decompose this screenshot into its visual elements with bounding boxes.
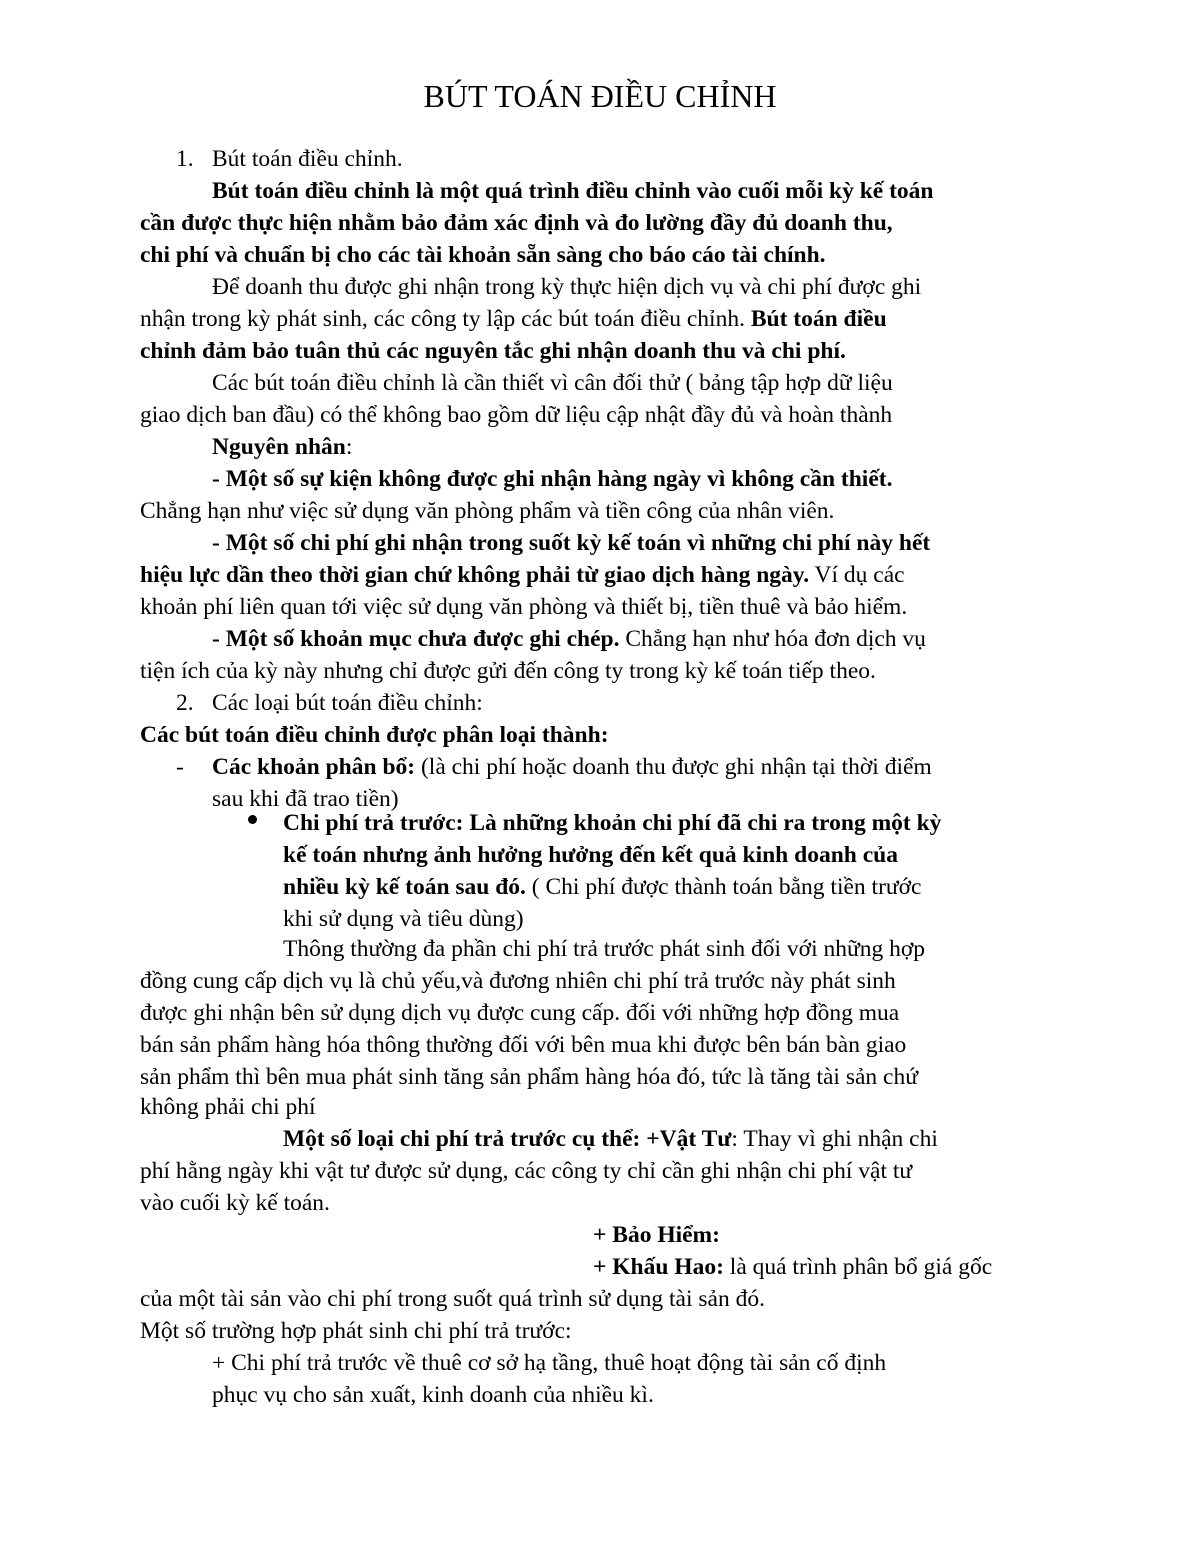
paragraph-2-line-2-normal: nhận trong kỳ phát sinh, các công ty lập các bút toán điều chỉnh. bbox=[140, 306, 751, 332]
types-materials-label: +Vật Tư bbox=[640, 1126, 732, 1152]
allocation-line-2: sau khi đã trao tiền) bbox=[212, 786, 399, 812]
prepaid-line-4: khi sử dụng và tiêu dùng) bbox=[283, 906, 524, 932]
prepaid-line-3-normal: ( Chi phí được thành toán bằng tiền trước bbox=[525, 874, 922, 900]
cause-3-tail: Chẳng hạn như hóa đơn dịch vụ bbox=[619, 626, 926, 652]
depreciation-line-1 bbox=[593, 1252, 992, 1282]
paragraph-2-line-3: chỉnh đảm bảo tuân thủ các nguyên tắc ghi nhận doanh thu và chi phí. bbox=[140, 338, 846, 364]
document-title: BÚT TOÁN ĐIỀU CHỈNH bbox=[423, 78, 777, 114]
cause-3-continuation: tiện ích của kỳ này nhưng chỉ được gửi đến công ty trong kỳ kế toán tiếp theo. bbox=[140, 658, 876, 684]
cause-3-bold-part: - Một số khoản mục chưa được ghi chép. bbox=[212, 626, 620, 652]
case-1-line-2: phục vụ cho sản xuất, kinh doanh của nhiều kì. bbox=[212, 1382, 654, 1408]
cause-1-continuation: Chẳng hạn như việc sử dụng văn phòng phẩm và tiền công của nhân viên. bbox=[140, 498, 835, 524]
prepaid-line-3 bbox=[283, 872, 922, 902]
paragraph-2-line-2-bold: Bút toán điều bbox=[750, 306, 887, 332]
types-line-1 bbox=[283, 1124, 938, 1154]
allocation-line-1 bbox=[212, 752, 932, 782]
prepaid-line-1: Chi phí trả trước: Là những khoản chi phí đã chi ra trong một kỳ bbox=[283, 810, 942, 836]
allocation-label: Các khoản phân bổ: bbox=[212, 754, 416, 780]
cause-label: Nguyên nhân bbox=[212, 434, 346, 460]
types-label: Một số loại chi phí trả trước cụ thể: bbox=[283, 1126, 641, 1152]
cause-2-continuation: khoản phí liên quan tới việc sử dụng văn phòng và thiết bị, tiền thuê và bảo hiểm. bbox=[140, 594, 908, 620]
cause-1: - Một số sự kiện không được ghi nhận hàng ngày vì không cần thiết. bbox=[212, 466, 893, 492]
cases-intro: Một số trường hợp phát sinh chi phí trả trước: bbox=[140, 1318, 572, 1344]
depreciation-description: là quá trình phân bổ giá gốc bbox=[723, 1254, 993, 1280]
cause-3 bbox=[212, 624, 926, 654]
cause-colon: : bbox=[345, 434, 353, 460]
insurance-label: + Bảo Hiểm: bbox=[593, 1222, 720, 1248]
section-2-heading: Các loại bút toán điều chỉnh: bbox=[212, 690, 483, 716]
usual-line-1: Thông thường đa phần chi phí trả trước phát sinh đối với những hợp bbox=[283, 936, 926, 962]
cause-2-bold-part: hiệu lực dần theo thời gian chứ không phải từ giao dịch hàng ngày. bbox=[140, 562, 810, 588]
allocation-description: (là chi phí hoặc doanh thu được ghi nhận tại thời điểm bbox=[415, 754, 932, 780]
section-2-number: 2. bbox=[176, 690, 194, 716]
usual-line-3: được ghi nhận bên sử dụng dịch vụ được cung cấp. đối với những hợp đồng mua bbox=[140, 1000, 900, 1026]
case-1-line-1: + Chi phí trả trước về thuê cơ sở hạ tầng, thuê hoạt động tài sản cố định bbox=[212, 1350, 887, 1376]
usual-line-6: không phải chi phí bbox=[140, 1094, 316, 1120]
cause-2: - Một số chi phí ghi nhận trong suốt kỳ kế toán vì những chi phí này hết bbox=[212, 530, 931, 556]
depreciation-line-2: của một tài sản vào chi phí trong suốt quá trình sử dụng tài sản đó. bbox=[140, 1286, 765, 1312]
definition-line-2: cần được thực hiện nhằm bảo đảm xác định và đo lường đầy đủ doanh thu, bbox=[140, 210, 893, 236]
paragraph-2-line-1: Để doanh thu được ghi nhận trong kỳ thực hiện dịch vụ và chi phí được ghi bbox=[212, 274, 922, 300]
bullet-icon bbox=[248, 815, 257, 824]
usual-line-5: sản phẩm thì bên mua phát sinh tăng sản phẩm hàng hóa đó, tức là tăng tài sản chứ bbox=[140, 1064, 918, 1090]
usual-line-2: đồng cung cấp dịch vụ là chủ yếu,và đương nhiên chi phí trả trước này phát sinh bbox=[140, 968, 896, 994]
section-1-heading: Bút toán điều chỉnh. bbox=[212, 146, 403, 172]
dash-marker: - bbox=[176, 754, 184, 780]
section-1-number: 1. bbox=[176, 146, 194, 172]
paragraph-2-line-2 bbox=[140, 304, 887, 334]
usual-line-4: bán sản phẩm hàng hóa thông thường đối với bên mua khi được bên bán bàn giao bbox=[140, 1032, 907, 1058]
cause-2-tail: Ví dụ các bbox=[809, 562, 905, 588]
types-line-2: phí hằng ngày khi vật tư được sử dụng, các công ty chỉ cần ghi nhận chi phí vật tư bbox=[140, 1158, 913, 1184]
types-line-3: vào cuối kỳ kế toán. bbox=[140, 1190, 330, 1216]
definition-line-3: chi phí và chuẩn bị cho các tài khoản sẵn sàng cho báo cáo tài chính. bbox=[140, 242, 826, 268]
paragraph-3-line-1: Các bút toán điều chỉnh là cần thiết vì cân đối thử ( bảng tập hợp dữ liệu bbox=[212, 370, 893, 396]
depreciation-label: + Khấu Hao: bbox=[593, 1254, 724, 1280]
paragraph-3-line-2: giao dịch ban đầu) có thể không bao gồm dữ liệu cập nhật đầy đủ và hoàn thành bbox=[140, 402, 893, 428]
classified-heading: Các bút toán điều chỉnh được phân loại thành: bbox=[140, 722, 609, 748]
prepaid-line-2: kế toán nhưng ảnh hưởng hưởng đến kết quả kinh doanh của bbox=[283, 842, 898, 868]
definition-line-1: Bút toán điều chỉnh là một quá trình điều chỉnh vào cuối mỗi kỳ kế toán bbox=[212, 178, 934, 204]
cause-heading bbox=[212, 432, 352, 462]
prepaid-line-3-bold: nhiều kỳ kế toán sau đó. bbox=[283, 874, 526, 900]
cause-2-line-2 bbox=[140, 560, 905, 590]
types-materials-description: : Thay vì ghi nhận chi bbox=[731, 1126, 938, 1152]
